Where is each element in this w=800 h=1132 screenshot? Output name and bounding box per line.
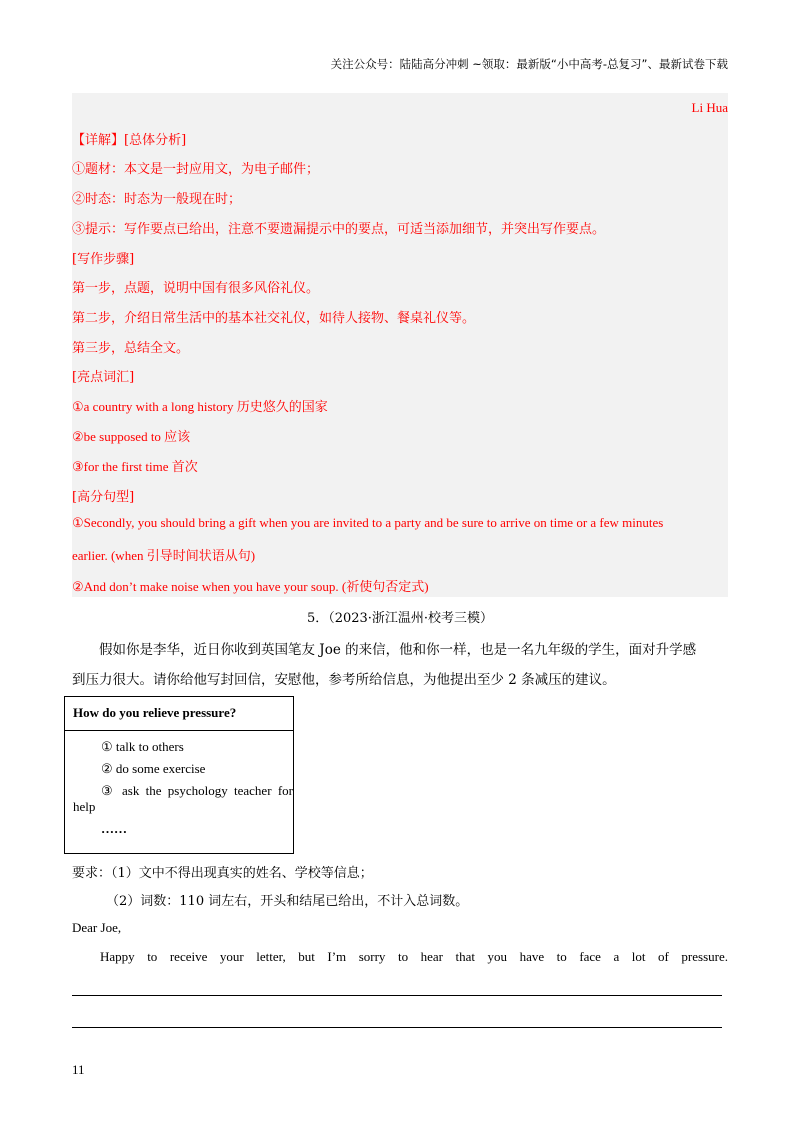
question-number: 5．（2023·浙江温州·校考三模）: [306, 611, 494, 626]
requirement-2: （2）词数：110 词左右，开头和结尾已给出，不计入总词数。: [106, 894, 469, 909]
explanation-heading: 【详解】[总体分析]: [72, 133, 187, 148]
hint-table-title: How do you relieve pressure?: [65, 697, 293, 731]
letter-signature: Li Hua: [691, 100, 728, 115]
step-one: 第一步，点题，说明中国有很多风俗礼仪。: [72, 281, 320, 296]
sentence-pattern-2: ②And don’t make noise when you have your soup. (祈使句否定式): [72, 579, 429, 594]
hint-item: ② do some exercise: [101, 761, 206, 776]
requirement-1: 要求：（1）文中不得出现真实的姓名、学校等信息；: [72, 866, 373, 881]
answer-line: [72, 1027, 722, 1028]
step-two: 第二步，介绍日常生活中的基本社交礼仪，如待人接物、餐桌礼仪等。: [72, 311, 476, 326]
hint-item: ① talk to others: [101, 739, 184, 754]
page-number: 11: [72, 1062, 85, 1077]
sentence-pattern-1: ①Secondly, you should bring a gift when you are invited to a party and be sure to arrive on time or a few minutes: [72, 515, 664, 530]
vocab-item: ①a country with a long history 历史悠久的国家: [72, 399, 328, 414]
hint-table: [64, 696, 294, 854]
hint-item: ③ ask the psychology teacher for help: [73, 783, 293, 814]
letter-opening: Happy to receive your letter, but I’m sorry to hear that you have to face a lot of pressure.: [100, 949, 728, 964]
vocab-item: ②be supposed to 应该: [72, 429, 191, 444]
analysis-tense: ②时态：时态为一般现在时；: [72, 192, 242, 207]
page-header: 关注公众号：陆陆高分冲刺 ~领取：最新版“小中高考-总复习”、最新试卷下载: [330, 57, 728, 71]
step-three: 第三步，总结全文。: [72, 341, 190, 356]
analysis-tips: ③提示：写作要点已给出，注意不要遗漏提示中的要点，可适当添加细节，并突出写作要点。: [72, 222, 606, 237]
sentence-patterns-heading: [高分句型]: [72, 490, 135, 505]
hint-ellipsis: ……: [101, 821, 127, 836]
letter-salutation: Dear Joe,: [72, 920, 122, 935]
question-prompt-line1: 假如你是李华，近日你收到英国笔友 Joe 的来信，他和你一样，也是一名九年级的学生，面对升学感: [99, 642, 697, 658]
vocab-heading: [亮点词汇]: [72, 370, 135, 385]
vocab-item: ③for the first time 首次: [72, 459, 198, 474]
analysis-genre: ①题材：本文是一封应用文，为电子邮件；: [72, 162, 320, 177]
writing-steps-heading: [写作步骤]: [72, 252, 135, 267]
question-prompt-line2: 到压力很大。请你给他写封回信，安慰他，参考所给信息，为他提出至少 2 条减压的建议。: [72, 672, 616, 688]
answer-line: [72, 995, 722, 996]
sentence-pattern-1-cont: earlier. (when 引导时间状语从句): [72, 548, 256, 563]
